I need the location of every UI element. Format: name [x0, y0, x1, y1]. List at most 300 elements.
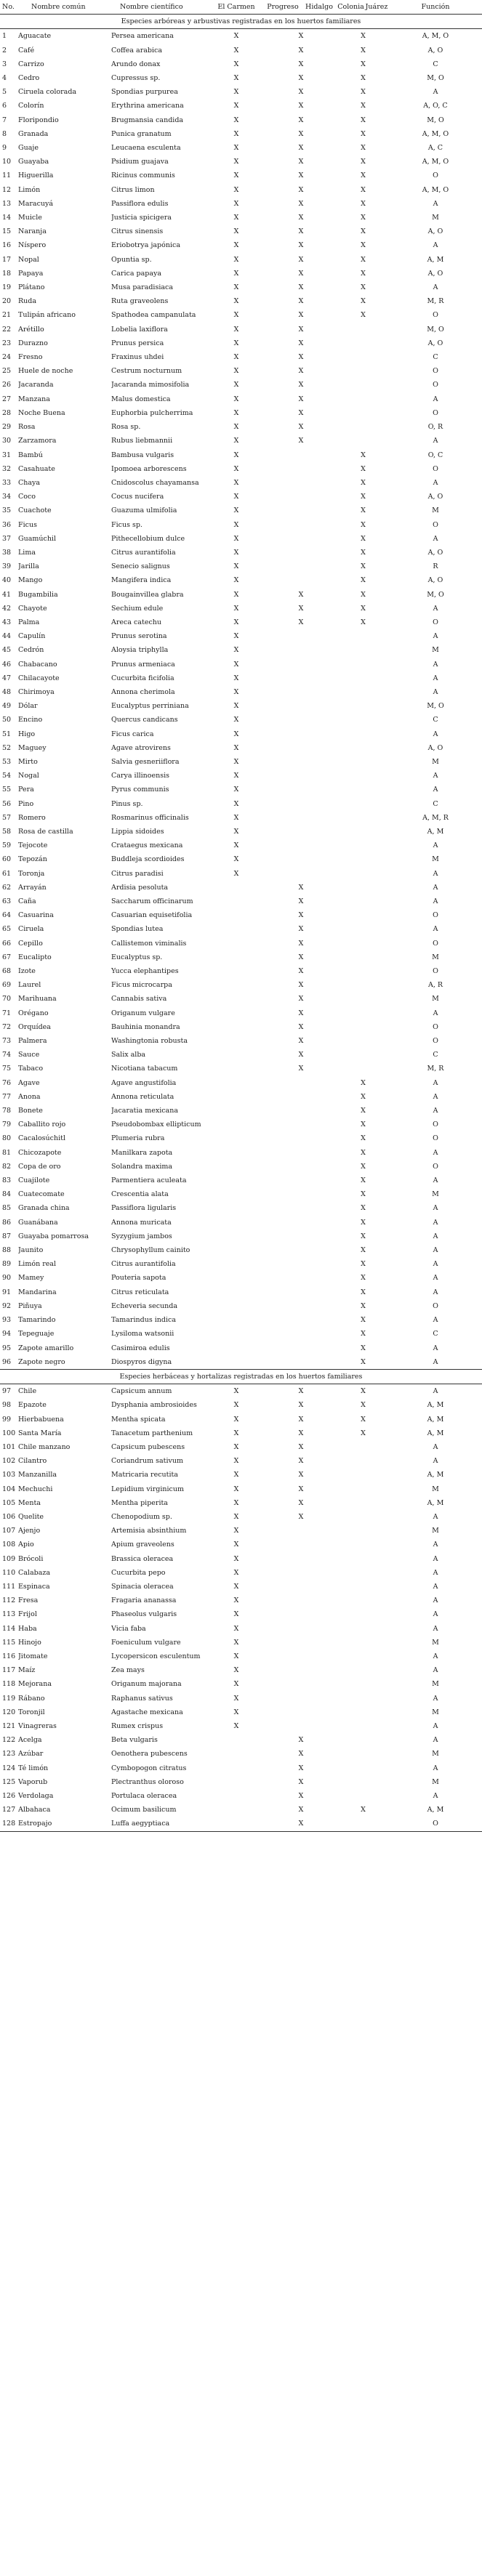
colonia-juarez-mark	[337, 1733, 389, 1747]
table-row	[0, 238, 482, 252]
progreso-hidalgo-mark	[265, 867, 337, 881]
el-carmen-mark	[208, 908, 265, 922]
progreso-hidalgo-mark	[265, 1257, 337, 1271]
scientific-name: Ardisia pesoluta	[111, 883, 169, 892]
progreso-hidalgo-mark	[265, 769, 337, 783]
common-name: Granada	[18, 129, 49, 138]
row-number: 68	[2, 967, 12, 976]
row-number: 71	[2, 1009, 12, 1017]
colonia-juarez-mark: X	[361, 227, 366, 236]
table-row	[0, 992, 482, 1006]
table-row	[0, 1789, 482, 1803]
table-row	[0, 1285, 482, 1299]
table-row	[0, 350, 482, 364]
colonia-juarez-mark	[337, 336, 389, 350]
el-carmen-mark: X	[233, 618, 239, 626]
progreso-hidalgo-mark	[265, 448, 337, 462]
scientific-name: Rumex crispus	[111, 1721, 164, 1730]
row-number: 79	[2, 1121, 12, 1129]
colonia-juarez-mark: X	[361, 241, 366, 250]
section-herbs-vegetables	[0, 1369, 482, 1831]
table-row	[0, 908, 482, 922]
section-title: Especies herbáceas y hortalizas registradas en los huertos familiares	[0, 1369, 482, 1384]
function-code: A	[433, 1357, 438, 1366]
function-code: A	[433, 1274, 438, 1283]
el-carmen-mark: X	[233, 687, 239, 696]
colonia-juarez-mark: X	[361, 1107, 366, 1115]
row-number: 23	[2, 339, 12, 347]
common-name: Nogal	[18, 772, 39, 780]
row-number: 82	[2, 1162, 12, 1171]
row-number: 83	[2, 1176, 12, 1185]
function-code: M	[432, 646, 439, 655]
progreso-hidalgo-mark	[265, 1271, 337, 1285]
function-code: A, O	[427, 227, 443, 236]
row-number: 38	[2, 548, 12, 557]
el-carmen-mark: X	[233, 660, 239, 669]
progreso-hidalgo-mark	[265, 839, 337, 852]
function-code: A	[433, 1624, 438, 1633]
el-carmen-mark	[208, 1048, 265, 1062]
progreso-hidalgo-mark	[265, 852, 337, 866]
common-name: Lima	[18, 548, 36, 557]
function-code: A	[433, 1107, 438, 1115]
progreso-hidalgo-mark	[265, 1636, 337, 1650]
el-carmen-mark: X	[233, 1610, 239, 1619]
colonia-juarez-mark	[337, 811, 389, 825]
section-title-row	[0, 15, 482, 29]
function-code: A, O	[427, 548, 443, 557]
common-name: Fresa	[18, 1596, 39, 1605]
function-code: A	[433, 604, 438, 613]
progreso-hidalgo-mark: X	[298, 1764, 304, 1772]
progreso-hidalgo-mark: X	[298, 939, 304, 948]
row-number: 78	[2, 1107, 12, 1115]
scientific-name: Rubus liebmannii	[111, 437, 173, 445]
progreso-hidalgo-mark: X	[298, 618, 304, 626]
colonia-juarez-mark	[337, 755, 389, 769]
colonia-juarez-mark	[337, 964, 389, 978]
common-name: Tepozán	[18, 855, 47, 864]
table-row	[0, 169, 482, 182]
row-number: 101	[2, 1442, 16, 1451]
el-carmen-mark: X	[233, 1596, 239, 1605]
colonia-juarez-mark: X	[361, 129, 366, 138]
scientific-name: Lobelia laxiflora	[111, 325, 168, 334]
colonia-juarez-mark: X	[361, 158, 366, 166]
function-code: M	[432, 1708, 439, 1716]
scientific-name: Lysiloma watsonii	[111, 1330, 174, 1339]
progreso-hidalgo-mark	[265, 1313, 337, 1327]
scientific-name: Spondias lutea	[111, 925, 164, 934]
common-name: Toronja	[18, 869, 45, 878]
el-carmen-mark: X	[233, 1638, 239, 1647]
row-number: 57	[2, 813, 12, 822]
common-name: Plátano	[18, 283, 45, 292]
header-progreso: Progreso	[265, 0, 301, 15]
function-code: A, M, O	[422, 158, 449, 166]
el-carmen-mark: X	[233, 1582, 239, 1591]
scientific-name: Origanum vulgare	[111, 1009, 175, 1017]
scientific-name: Origanum majorana	[111, 1680, 182, 1689]
progreso-hidalgo-mark	[265, 741, 337, 755]
row-number: 4	[2, 74, 7, 83]
common-name: Copa de oro	[18, 1162, 61, 1171]
row-number: 102	[2, 1457, 16, 1466]
progreso-hidalgo-mark	[265, 783, 337, 796]
common-name: Hierbabuena	[18, 1415, 64, 1424]
row-number: 54	[2, 772, 12, 780]
function-code: A	[433, 1512, 438, 1521]
colonia-juarez-mark: X	[361, 269, 366, 278]
table-row	[0, 783, 482, 796]
el-carmen-mark	[208, 937, 265, 950]
row-number: 34	[2, 493, 12, 501]
row-number: 43	[2, 618, 12, 626]
progreso-hidalgo-mark: X	[298, 395, 304, 403]
table-row	[0, 57, 482, 71]
el-carmen-mark	[208, 1775, 265, 1789]
colonia-juarez-mark	[337, 658, 389, 671]
common-name: Tulipán africano	[18, 311, 76, 320]
common-name: Limón real	[18, 1260, 57, 1269]
table-row	[0, 1020, 482, 1034]
colonia-juarez-mark: X	[361, 576, 366, 585]
row-number: 26	[2, 381, 12, 389]
colonia-juarez-mark	[337, 1538, 389, 1551]
table-row	[0, 1062, 482, 1075]
progreso-hidalgo-mark: X	[298, 1037, 304, 1046]
row-number: 30	[2, 437, 12, 445]
scientific-name: Coriandrum sativum	[111, 1457, 184, 1466]
function-code: O, C	[427, 451, 443, 459]
function-code: M	[432, 1777, 439, 1786]
el-carmen-mark	[208, 1313, 265, 1327]
scientific-name: Sechium edule	[111, 604, 164, 613]
common-name: Rábano	[18, 1694, 45, 1703]
colonia-juarez-mark	[337, 852, 389, 866]
function-code: A	[433, 786, 438, 794]
function-code: M	[432, 1527, 439, 1535]
scientific-name: Cocus nucifera	[111, 493, 164, 501]
el-carmen-mark	[208, 1174, 265, 1187]
progreso-hidalgo-mark	[265, 1230, 337, 1243]
common-name: Guayaba	[18, 158, 49, 166]
function-code: A	[433, 1736, 438, 1745]
progreso-hidalgo-mark: X	[298, 925, 304, 934]
scientific-name: Pinus sp.	[111, 799, 143, 808]
scientific-name: Prunus armeniaca	[111, 660, 175, 669]
row-number: 41	[2, 590, 12, 599]
table-row	[0, 881, 482, 895]
colonia-juarez-mark	[337, 1482, 389, 1496]
el-carmen-mark	[208, 1062, 265, 1075]
row-number: 12	[2, 185, 12, 194]
function-code: R	[433, 562, 438, 571]
row-number: 44	[2, 632, 12, 641]
row-number: 53	[2, 757, 12, 766]
row-number: 20	[2, 297, 12, 306]
table-row	[0, 1761, 482, 1775]
table-row	[0, 85, 482, 99]
progreso-hidalgo-mark	[265, 1566, 337, 1580]
common-name: Toronjil	[18, 1708, 45, 1716]
scientific-name: Syzygium jambos	[111, 1232, 172, 1240]
table-row	[0, 1607, 482, 1621]
common-name: Noche Buena	[18, 408, 65, 417]
el-carmen-mark: X	[233, 1666, 239, 1675]
progreso-hidalgo-mark: X	[298, 32, 304, 41]
function-code: C	[433, 1051, 438, 1059]
el-carmen-mark: X	[233, 813, 239, 822]
common-name: Muicle	[18, 214, 42, 222]
colonia-juarez-mark	[337, 1510, 389, 1524]
table-row	[0, 1677, 482, 1691]
table-row	[0, 1733, 482, 1747]
row-number: 1	[2, 32, 7, 41]
table-row	[0, 308, 482, 322]
progreso-hidalgo-mark: X	[298, 74, 304, 83]
function-code: A	[433, 478, 438, 487]
el-carmen-mark	[208, 1090, 265, 1104]
row-number: 92	[2, 1301, 12, 1310]
common-name: Menta	[18, 1498, 41, 1507]
common-name: Chile	[18, 1387, 37, 1396]
common-name: Guayaba pomarrosa	[18, 1232, 89, 1240]
row-number: 87	[2, 1232, 12, 1240]
common-name: Haba	[18, 1624, 37, 1633]
function-code: A	[433, 632, 438, 641]
row-number: 122	[2, 1736, 16, 1745]
table-row	[0, 1747, 482, 1761]
colonia-juarez-mark	[337, 1607, 389, 1621]
scientific-name: Washingtonia robusta	[111, 1037, 188, 1046]
progreso-hidalgo-mark	[265, 1594, 337, 1607]
scientific-name: Ipomoea arborescens	[111, 464, 187, 473]
progreso-hidalgo-mark	[265, 1285, 337, 1299]
el-carmen-mark	[208, 1257, 265, 1271]
function-code: A, M	[427, 1471, 444, 1479]
colonia-juarez-mark	[337, 1622, 389, 1636]
table-row	[0, 406, 482, 420]
progreso-hidalgo-mark: X	[298, 269, 304, 278]
table-row	[0, 658, 482, 671]
row-number: 24	[2, 353, 12, 362]
common-name: Durazno	[18, 339, 48, 347]
progreso-hidalgo-mark	[265, 1160, 337, 1174]
scientific-name: Buddleja scordioides	[111, 855, 185, 864]
colonia-juarez-mark	[337, 1692, 389, 1705]
el-carmen-mark	[208, 881, 265, 895]
el-carmen-mark: X	[233, 1498, 239, 1507]
colonia-juarez-mark: X	[361, 1162, 366, 1171]
colonia-juarez-mark	[337, 937, 389, 950]
colonia-juarez-mark: X	[361, 506, 366, 515]
function-code: O, R	[427, 423, 443, 432]
common-name: Arétillo	[18, 325, 44, 334]
row-number: 62	[2, 883, 12, 892]
el-carmen-mark: X	[233, 423, 239, 432]
el-carmen-mark: X	[233, 214, 239, 222]
common-name: Romero	[18, 813, 46, 822]
progreso-hidalgo-mark: X	[298, 1736, 304, 1745]
common-name: Izote	[18, 967, 36, 976]
common-name: Anona	[18, 1092, 41, 1101]
scientific-name: Foeniculum vulgare	[111, 1638, 181, 1647]
table-row	[0, 1622, 482, 1636]
table-row	[0, 1580, 482, 1594]
scientific-name: Raphanus sativus	[111, 1694, 173, 1703]
row-number: 103	[2, 1471, 16, 1479]
function-code: A, M, O	[422, 32, 449, 41]
header-no: No.	[0, 0, 18, 15]
function-code: O	[433, 1121, 438, 1129]
colonia-juarez-mark: X	[361, 1232, 366, 1240]
el-carmen-mark: X	[233, 408, 239, 417]
progreso-hidalgo-mark: X	[298, 437, 304, 445]
scientific-name: Cucurbita ficifolia	[111, 674, 174, 682]
scientific-name: Phaseolus vulgaris	[111, 1610, 177, 1619]
common-name: Naranja	[18, 227, 47, 236]
table-row	[0, 1006, 482, 1020]
function-code: C	[433, 353, 438, 362]
function-code: A	[433, 1652, 438, 1660]
colonia-juarez-mark	[337, 1636, 389, 1650]
el-carmen-mark: X	[233, 548, 239, 557]
progreso-hidalgo-mark	[265, 1663, 337, 1677]
row-number: 106	[2, 1512, 16, 1521]
row-number: 45	[2, 646, 12, 655]
row-number: 36	[2, 520, 12, 529]
common-name: Higuerilla	[18, 171, 54, 180]
el-carmen-mark: X	[233, 1721, 239, 1730]
row-number: 59	[2, 841, 12, 850]
table-row	[0, 852, 482, 866]
scientific-name: Lycopersicon esculentum	[111, 1652, 201, 1660]
header-colonia: Colonia	[337, 0, 364, 15]
common-name: Granada china	[18, 1204, 70, 1213]
function-code: A	[433, 88, 438, 97]
colonia-juarez-mark	[337, 950, 389, 964]
el-carmen-mark: X	[233, 46, 239, 54]
scientific-name: Luffa aegyptiaca	[111, 1817, 208, 1831]
function-code: A, M	[427, 1429, 444, 1437]
el-carmen-mark: X	[233, 855, 239, 864]
function-code: A, M	[427, 1806, 444, 1814]
common-name: Níspero	[18, 241, 47, 250]
scientific-name: Citrus limon	[111, 185, 155, 194]
table-row	[0, 1313, 482, 1327]
scientific-name: Salvia gesneriiflora	[111, 757, 180, 766]
table-row	[0, 685, 482, 699]
common-name: Cuatecomate	[18, 1190, 65, 1199]
el-carmen-mark	[208, 1201, 265, 1215]
colonia-juarez-mark	[337, 350, 389, 364]
progreso-hidalgo-mark	[265, 643, 337, 657]
el-carmen-mark: X	[233, 478, 239, 487]
el-carmen-mark: X	[233, 506, 239, 515]
common-name: Casuarina	[18, 911, 54, 920]
table-row	[0, 964, 482, 978]
colonia-juarez-mark	[337, 1552, 389, 1566]
colonia-juarez-mark: X	[361, 1218, 366, 1227]
progreso-hidalgo-mark	[265, 629, 337, 643]
el-carmen-mark: X	[233, 158, 239, 166]
function-code: A, O	[427, 743, 443, 752]
progreso-hidalgo-mark: X	[298, 883, 304, 892]
table-row	[0, 490, 482, 504]
scientific-name: Apium graveolens	[111, 1541, 174, 1549]
progreso-hidalgo-mark: X	[298, 297, 304, 306]
function-code: A	[433, 1582, 438, 1591]
progreso-hidalgo-mark: X	[298, 46, 304, 54]
el-carmen-mark: X	[233, 590, 239, 599]
row-number: 6	[2, 102, 7, 110]
table-row	[0, 895, 482, 908]
progreso-hidalgo-mark: X	[298, 255, 304, 264]
progreso-hidalgo-mark	[265, 1174, 337, 1187]
el-carmen-mark: X	[233, 1568, 239, 1577]
table-row	[0, 1775, 482, 1789]
colonia-juarez-mark	[337, 881, 389, 895]
colonia-juarez-mark	[337, 1677, 389, 1691]
row-number: 125	[2, 1777, 16, 1786]
colonia-juarez-mark: X	[361, 1415, 366, 1424]
common-name: Jarilla	[18, 562, 39, 571]
table-row	[0, 1468, 482, 1482]
function-code: O	[433, 311, 438, 320]
scientific-name: Parmentiera aculeata	[111, 1176, 187, 1185]
header-el-carmen: El Carmen	[208, 0, 265, 15]
progreso-hidalgo-mark: X	[298, 144, 304, 153]
progreso-hidalgo-mark: X	[298, 1471, 304, 1479]
el-carmen-mark: X	[233, 702, 239, 711]
common-name: Chicozapote	[18, 1148, 62, 1157]
function-code: A, O	[427, 46, 443, 54]
el-carmen-mark: X	[233, 74, 239, 83]
progreso-hidalgo-mark: X	[298, 1429, 304, 1437]
table-row	[0, 392, 482, 406]
header-function: Función	[389, 0, 482, 15]
common-name: Brócoli	[18, 1554, 44, 1563]
row-number: 113	[2, 1610, 16, 1619]
el-carmen-mark	[208, 1076, 265, 1090]
table-row	[0, 1146, 482, 1160]
colonia-juarez-mark: X	[361, 297, 366, 306]
scientific-name: Crataegus mexicana	[111, 841, 183, 850]
function-code: A	[433, 1232, 438, 1240]
table-row	[0, 825, 482, 839]
el-carmen-mark: X	[233, 604, 239, 613]
el-carmen-mark: X	[233, 869, 239, 878]
row-number: 97	[2, 1387, 12, 1396]
function-code: O	[433, 939, 438, 948]
common-name: Quelite	[18, 1512, 44, 1521]
table-row	[0, 294, 482, 308]
colonia-juarez-mark: X	[361, 1401, 366, 1410]
el-carmen-mark: X	[233, 632, 239, 641]
el-carmen-mark: X	[233, 339, 239, 347]
scientific-name: Malus domestica	[111, 395, 171, 403]
function-code: A	[433, 674, 438, 682]
common-name: Bonete	[18, 1107, 43, 1115]
table-row	[0, 1594, 482, 1607]
row-number: 111	[2, 1582, 16, 1591]
colonia-juarez-mark	[337, 1594, 389, 1607]
el-carmen-mark: X	[233, 283, 239, 292]
common-name: Calabaza	[18, 1568, 51, 1577]
progreso-hidalgo-mark: X	[298, 1051, 304, 1059]
